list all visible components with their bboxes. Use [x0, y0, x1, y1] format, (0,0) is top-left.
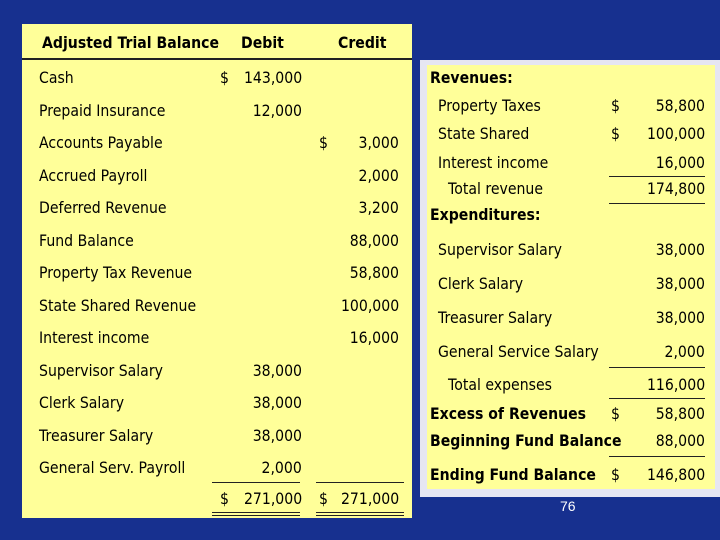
credit-double-rule-2 — [316, 515, 404, 516]
debit-amount: 38,000 — [252, 425, 302, 445]
total-expenses-row — [427, 372, 715, 398]
excess-label: Excess of Revenues — [430, 404, 587, 423]
expenditure-value: 38,000 — [655, 274, 705, 293]
account-name: Deferred Revenue — [39, 198, 167, 217]
debit-amount: 2,000 — [261, 458, 302, 477]
trial-balance-title: Adjusted Trial Balance — [42, 33, 220, 52]
revenue-sign: $ — [611, 96, 620, 115]
table-row — [22, 129, 412, 157]
table-row — [22, 389, 412, 417]
statement-body — [427, 65, 715, 489]
expenditure-label: General Service Salary — [438, 342, 599, 361]
debit-amount: 38,000 — [252, 360, 302, 380]
debit-amount: 38,000 — [252, 393, 302, 412]
account-name: Clerk Salary — [39, 393, 125, 412]
expenditure-label: Treasurer Salary — [438, 308, 553, 327]
list-item — [427, 271, 715, 297]
account-name: Fund Balance — [39, 230, 134, 250]
account-name: Treasurer Salary — [39, 425, 154, 445]
ending-balance-value: 146,800 — [646, 465, 705, 484]
list-item — [427, 237, 715, 263]
excess-sign: $ — [611, 404, 620, 423]
expenditures-heading-row — [427, 202, 715, 228]
list-item — [427, 339, 715, 365]
credit-total-sign: $ — [319, 489, 328, 508]
account-name: Supervisor Salary — [39, 360, 163, 380]
expenditure-label: Supervisor Salary — [438, 240, 562, 259]
list-item — [427, 305, 715, 331]
ending-balance-rule — [609, 456, 705, 457]
debit-amount: 12,000 — [252, 100, 302, 120]
revenue-value: 58,800 — [655, 96, 705, 115]
account-name: Cash — [39, 68, 74, 87]
table-row — [22, 292, 412, 320]
credit-total-rule — [316, 482, 404, 483]
credit-total: 271,000 — [340, 489, 399, 508]
expenditures-heading: Expenditures: — [430, 205, 541, 224]
revenues-heading: Revenues: — [430, 68, 513, 87]
account-name: General Serv. Payroll — [39, 458, 186, 477]
ending-balance-label: Ending Fund Balance — [430, 465, 596, 484]
revenue-value: 16,000 — [655, 153, 705, 172]
trial-balance-panel — [22, 24, 412, 518]
revenues-heading-row — [427, 65, 715, 91]
total-revenue-label: Total revenue — [448, 179, 544, 198]
total-expenses-label: Total expenses — [448, 375, 552, 394]
debit-total: 271,000 — [243, 489, 302, 508]
total-expenses-rule — [609, 398, 705, 399]
expenditure-value: 38,000 — [655, 240, 705, 259]
statement-panel — [420, 60, 720, 497]
account-name: Accounts Payable — [39, 133, 163, 152]
expenditure-value: 2,000 — [664, 342, 705, 361]
debit-double-rule-2 — [212, 515, 300, 516]
revenue-sign: $ — [611, 124, 620, 143]
account-name: State Shared Revenue — [39, 295, 197, 315]
credit-amount: 100,000 — [340, 295, 399, 315]
debit-header: Debit — [241, 33, 284, 52]
account-name: Prepaid Insurance — [39, 100, 166, 120]
beginning-balance-label: Beginning Fund Balance — [430, 431, 622, 450]
expenditure-value: 38,000 — [655, 308, 705, 327]
credit-amount: 88,000 — [349, 230, 399, 250]
list-item — [427, 121, 715, 147]
debit-total-rule — [212, 482, 300, 483]
table-row — [22, 97, 412, 125]
debit-total-sign: $ — [220, 489, 229, 508]
revenue-label: Interest income — [438, 153, 549, 172]
table-row — [22, 259, 412, 287]
ending-balance-sign: $ — [611, 465, 620, 484]
credit-amount: 16,000 — [349, 328, 399, 347]
credit-header: Credit — [338, 33, 387, 52]
revenue-label: Property Taxes — [438, 96, 541, 115]
expenditure-label: Clerk Salary — [438, 274, 524, 293]
table-row — [22, 454, 412, 482]
beginning-balance-value: 88,000 — [655, 431, 705, 450]
table-row — [22, 64, 412, 92]
expense-subtotal-rule — [609, 367, 705, 368]
credit-amount: 58,800 — [349, 263, 399, 282]
revenue-label: State Shared — [438, 124, 530, 143]
debit-amount: 143,000 — [243, 68, 302, 87]
table-row — [22, 422, 412, 450]
total-expenses-value: 116,000 — [646, 375, 705, 394]
table-row — [22, 324, 412, 352]
credit-amount: 3,200 — [358, 198, 399, 217]
debit-sign: $ — [220, 68, 229, 87]
trial-balance-header — [22, 24, 412, 60]
credit-amount: 3,000 — [358, 133, 399, 152]
total-revenue-value: 174,800 — [646, 179, 705, 198]
debit-double-rule-1 — [212, 512, 300, 513]
credit-sign: $ — [319, 133, 328, 152]
table-row — [22, 357, 412, 385]
slide-number: 76 — [560, 498, 576, 514]
totals-row — [22, 485, 412, 513]
list-item — [427, 150, 715, 176]
credit-double-rule-1 — [316, 512, 404, 513]
table-row — [22, 227, 412, 255]
excess-row — [427, 401, 715, 427]
credit-amount: 2,000 — [358, 165, 399, 185]
account-name: Accrued Payroll — [39, 165, 148, 185]
excess-value: 58,800 — [655, 404, 705, 423]
account-name: Property Tax Revenue — [39, 263, 193, 282]
table-row — [22, 162, 412, 190]
revenue-value: 100,000 — [646, 124, 705, 143]
beginning-balance-row — [427, 428, 715, 454]
list-item — [427, 93, 715, 119]
table-row — [22, 194, 412, 222]
account-name: Interest income — [39, 328, 150, 347]
total-revenue-row — [427, 176, 715, 202]
ending-balance-row — [427, 462, 715, 488]
